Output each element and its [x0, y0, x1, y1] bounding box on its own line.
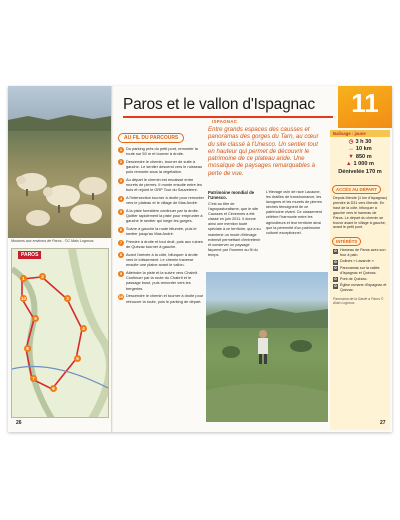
- route-step: [118, 177, 206, 193]
- page-number-left: 26: [16, 420, 22, 426]
- stat-value: 10 km: [355, 146, 372, 153]
- article-heading: Patrimoine mondial de l'Unesco.: [208, 190, 255, 200]
- route-title: Paros et le vallon d'Ispagnac: [123, 96, 315, 113]
- map-marker[interactable]: 10: [20, 296, 26, 301]
- sheep-photo-caption: Moutons aux environs de Paros - ©C.Malo Lognous: [11, 239, 94, 243]
- region-tag: ISPAGNAC: [212, 119, 238, 124]
- step-number: 6: [119, 226, 123, 232]
- map-title: PAROS: [18, 251, 41, 259]
- interest-item: [330, 248, 390, 258]
- interest-item: [330, 259, 390, 265]
- step-text: A la piste forestière continuer par la droite. Quitter rapidement la piste pour emprunter à gauche le sentier qui longe les gorges.: [126, 208, 203, 224]
- interest-text: Dolines « Lavande ».: [340, 259, 375, 264]
- stat-value: 3 h 30: [355, 139, 372, 145]
- balisage-header: Balisage : jaune: [330, 130, 390, 137]
- route-section-label: AU FIL DU PARCOURS: [118, 133, 184, 143]
- article-text-2: L'élevage ovin de race Lacaune, les drailles de transhumance, les lavognes et les murets de pierres sèches témoignent de ce patrimoine vivant. Ce classement célèbre l'harmonie entre les agriculteurs et leur territoire ainsi que la pérennité d'un patrimoine culturel exceptionnel.: [266, 190, 322, 235]
- interest-icon: ✿: [333, 248, 337, 253]
- route-step: [118, 195, 206, 205]
- distance-icon: ↔: [348, 146, 354, 153]
- step-number: 8: [119, 252, 123, 258]
- meadow-photo: [206, 272, 328, 422]
- route-step: [118, 270, 206, 291]
- map-marker[interactable]: 1: [20, 275, 27, 282]
- interest-text: Pont de Quézac.: [340, 276, 368, 281]
- step-text: Descendre le chemin, tourner de suite à gauche. Le sentier descend vers le ruisseau puis remonte sous la végétation.: [126, 158, 203, 175]
- book-spread: [8, 86, 392, 432]
- route-intro: Entre grands espaces des causses et panoramas des gorges du Tarn, au cœur du site classé à l'Unesco. Un sentier tout en hauteur qui permet de découvrir le patrimoine de ce plateau aride. Une mosaïque de paysages remarquables à perte de vue.: [208, 126, 319, 177]
- info-sidebar: [330, 130, 390, 430]
- route-step: [118, 159, 206, 175]
- stat-value: Dénivelée 170 m: [338, 168, 382, 175]
- stat-min-altitude: [333, 154, 387, 161]
- step-text: Avant l'arrivée à la côte, bifurquer à droite vers le lotissement. Le chemin traverse ensuite une plaine avant le vallon.: [126, 251, 198, 268]
- stat-value: 850 m: [355, 153, 372, 160]
- title-rule: [123, 116, 333, 118]
- interest-text: Église romane d'Ispagnac et Quézac.: [340, 283, 387, 292]
- stat-max-altitude: [333, 161, 387, 168]
- access-text: Depuis Mende (1 km d'Ispagnac) prendre la D31 vers Mende. En haut de la côte, bifurquer à gauche vers le hameau de Paros. Le départ du chemin se trouve avant le village à gauche, avant le petit pont.: [333, 196, 387, 230]
- access-label: ACCÈS AU DÉPART: [332, 185, 381, 194]
- route-step: [118, 226, 206, 236]
- route-steps-column: [118, 126, 206, 306]
- route-map[interactable]: [11, 248, 109, 418]
- map-marker[interactable]: 4: [80, 325, 87, 332]
- map-marker[interactable]: 5: [74, 355, 81, 362]
- map-marker[interactable]: 3: [64, 295, 71, 302]
- map-marker[interactable]: 2: [39, 273, 46, 280]
- stat-distance: [333, 146, 387, 153]
- interest-icon: ✿: [333, 259, 337, 264]
- interest-item: [330, 266, 390, 276]
- clock-icon: ◷: [348, 139, 354, 145]
- map-marker[interactable]: 6: [50, 385, 57, 392]
- article-column-2: [266, 190, 326, 236]
- interest-item: [330, 277, 390, 283]
- sheep-photo: [8, 86, 111, 238]
- down-arrow-icon: ▼: [348, 153, 354, 160]
- step-number: 5: [119, 208, 123, 214]
- meadow-photo-caption: Panorama de la Garde à Paros © Alain Lognous: [333, 296, 384, 306]
- map-marker[interactable]: 8: [24, 345, 31, 352]
- up-arrow-icon: ▲: [345, 161, 352, 168]
- step-text: Au départ le chemin est encaissé entre murets de pierres. Il monte ensuite entre les buis et rejoint le GRP Tour du Sauveterre.: [126, 177, 202, 193]
- map-marker[interactable]: 9: [32, 315, 39, 322]
- route-step: [118, 146, 206, 156]
- route-step: [118, 252, 206, 268]
- step-text: Atteindre la piste et la suivre vers Chabrit. Continuer par la route du Chabrit et le passage busé, puis remonter vers les bergeries.: [126, 270, 199, 291]
- interest-text: Panoramas sur la vallée d'Ispagnac et Quézac.: [340, 265, 380, 275]
- step-number: 10: [118, 293, 124, 299]
- step-text: A l'intersection tourner à droite pour remonter vers le plateau et le village de Mas André.: [126, 195, 204, 206]
- route-step: [118, 239, 206, 249]
- step-number: 9: [119, 270, 123, 276]
- page-number-right: 27: [380, 420, 386, 426]
- step-text: Suivre à gauche la route bitumée, puis le sentier jusqu'au Mas André.: [126, 226, 197, 237]
- interest-label: INTÉRÊTS: [332, 237, 361, 246]
- stat-duration: [333, 139, 387, 146]
- step-text: Prendre à droite et tout droit, puis aux ruines de Quézac tourner à gauche.: [126, 239, 203, 250]
- route-stats: [330, 137, 390, 178]
- step-number: 1: [119, 146, 123, 152]
- interest-icon: ✿: [333, 266, 337, 271]
- article-text-1: C'est au titre de l'agropastoralisme, que le site Causses et Cévennes a été classé en juin 2011. Il donne ainsi une mention toute spéciale à ce territoire, qui a su maintenir un mode d'élevage extensif permettant d'entretenir et conserver un paysage façonné par l'homme au fil du temps.: [208, 202, 261, 257]
- interest-icon: ✿: [333, 283, 337, 288]
- route-step: [118, 293, 206, 303]
- article-column-1: [208, 190, 262, 258]
- map-marker[interactable]: 7: [30, 375, 37, 382]
- stat-elevation-gain: [333, 169, 387, 176]
- stat-value: 1 000 m: [353, 161, 375, 168]
- step-number: 2: [119, 159, 123, 165]
- interest-text: Hameau de Paros avec son four à pain.: [340, 248, 386, 258]
- interest-item: [330, 283, 390, 293]
- book-gutter: [111, 86, 113, 432]
- step-number: 7: [119, 239, 123, 245]
- map-terrain: [12, 249, 109, 418]
- step-text: Du parking près du petit pont, remonter la route sur 50 m et tourner à droite.: [126, 146, 198, 157]
- interest-icon: ✿: [333, 277, 337, 281]
- step-number: 3: [119, 177, 123, 183]
- step-text: Descendre le chemin et tourner à droite pour retrouver la route, puis le parking de départ.: [126, 293, 204, 304]
- route-number: 11: [351, 88, 379, 118]
- route-step: [118, 208, 206, 224]
- step-number: 4: [119, 195, 123, 201]
